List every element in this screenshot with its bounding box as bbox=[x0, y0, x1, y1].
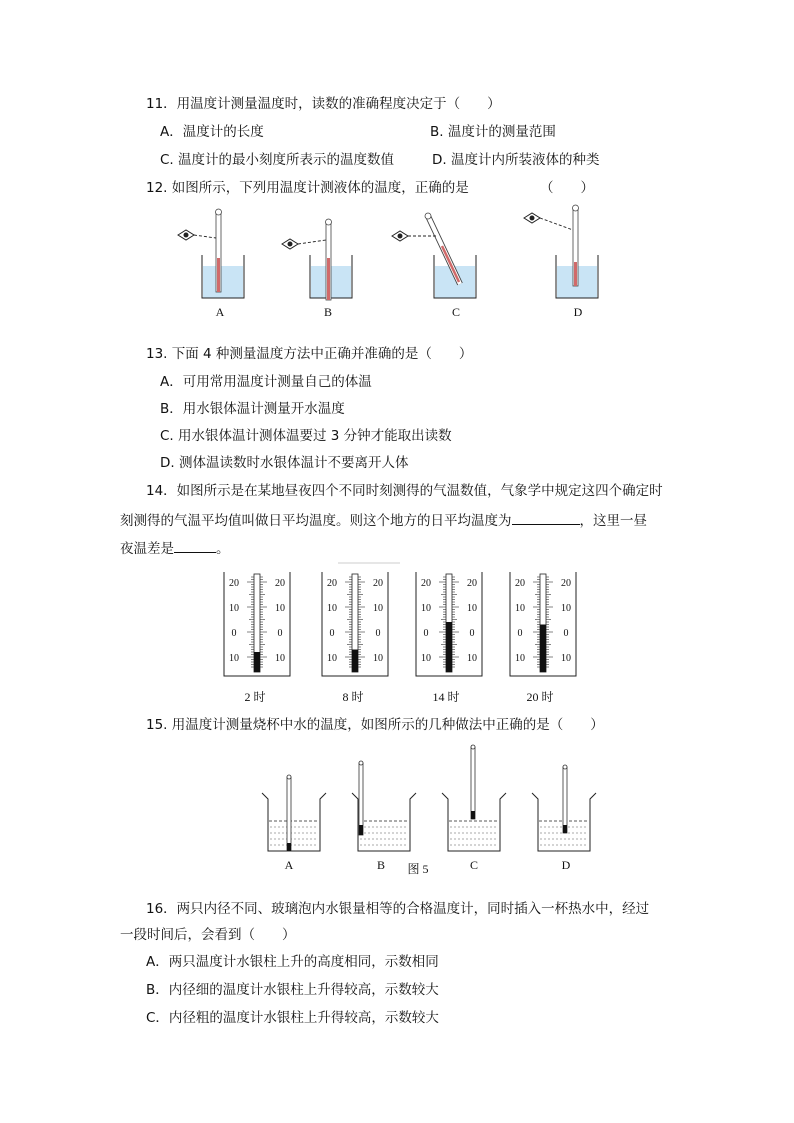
q14-time-14: 14 时 bbox=[432, 690, 460, 704]
q11-option-a: A．温度计的长度 bbox=[160, 124, 264, 140]
q11-option-c: C. 温度计的最小刻度所表示的温度数值 bbox=[160, 152, 395, 168]
q14-scale-label: 0 bbox=[277, 628, 283, 639]
q11-option-b: B. 温度计的测量范围 bbox=[430, 124, 556, 140]
q14-scale-label: 20 bbox=[275, 578, 285, 589]
q14-line3 bbox=[120, 538, 230, 558]
q14-line2-tail: ，这里一昼 bbox=[579, 513, 647, 529]
q14-liquid-column bbox=[540, 625, 546, 673]
q14-scale-label: 10 bbox=[515, 653, 525, 664]
q14-scale-label: 20 bbox=[229, 578, 239, 589]
q16-option-b: B．内径细的温度计水银柱上升得较高，示数较大 bbox=[146, 982, 439, 998]
q12-paren: （ ） bbox=[540, 180, 594, 196]
q14-scale-label: 10 bbox=[467, 603, 477, 614]
q14-scale-label: 10 bbox=[327, 603, 337, 614]
q14-scale-label: 10 bbox=[275, 603, 285, 614]
q13-stem: 13. 下面 4 种测量温度方法中正确并准确的是（ ） bbox=[146, 346, 473, 362]
q15-beaker-c bbox=[442, 745, 506, 851]
q14-time-20: 20 时 bbox=[526, 690, 554, 704]
q14-line3-tail: 。 bbox=[216, 541, 230, 557]
q14-scale-label: 10 bbox=[229, 653, 239, 664]
q14-scale-label: 10 bbox=[467, 653, 477, 664]
q12-stem: 12. 如图所示，下列用温度计测液体的温度，正确的是 bbox=[146, 180, 469, 196]
q16-option-c: C．内径粗的温度计水银柱上升得较高，示数较大 bbox=[146, 1010, 439, 1026]
q12-label-a: A bbox=[215, 305, 225, 319]
q15-figure bbox=[258, 745, 598, 855]
q13-option-a: A．可用常用温度计测量自己的体温 bbox=[160, 374, 372, 390]
q14-blank-average[interactable] bbox=[512, 510, 580, 525]
q14-scale-label: 20 bbox=[373, 578, 383, 589]
q14-liquid-column bbox=[352, 650, 358, 673]
q14-scale-label: 0 bbox=[469, 628, 475, 639]
q14-thermometer-group bbox=[224, 572, 576, 676]
q14-scale-label: 0 bbox=[375, 628, 381, 639]
q15-label-d: D bbox=[561, 858, 571, 872]
q11-stem: 11．用温度计测量温度时，读数的准确程度决定于（ ） bbox=[146, 96, 501, 112]
q14-thermometer-14 时 bbox=[416, 572, 482, 676]
q12-label-d: D bbox=[573, 305, 583, 319]
q14-scale-label: 10 bbox=[561, 653, 571, 664]
q12-beaker-b bbox=[282, 219, 352, 300]
q15-beaker-d bbox=[532, 765, 596, 851]
q14-scale-label: 10 bbox=[515, 603, 525, 614]
q15-label-c: C bbox=[469, 858, 478, 872]
q16-line1: 16．两只内径不同、玻璃泡内水银量相等的合格温度计，同时插入一杯热水中，经过 bbox=[146, 901, 650, 917]
q14-scale-label: 20 bbox=[561, 578, 571, 589]
q14-scale-label: 0 bbox=[329, 628, 335, 639]
q14-blank-range[interactable] bbox=[174, 538, 216, 553]
q14-line2-text: 刻测得的气温平均值叫做日平均温度。则这个地方的日平均温度为 bbox=[120, 513, 512, 529]
q14-scale-label: 10 bbox=[421, 653, 431, 664]
q14-scale-label: 20 bbox=[421, 578, 431, 589]
q12-beaker-d bbox=[524, 205, 598, 298]
q16-line2: 一段时间后，会看到（ ） bbox=[120, 927, 296, 943]
q15-figure-caption: 图 5 bbox=[407, 862, 429, 876]
q14-scale-label: 10 bbox=[229, 603, 239, 614]
q14-scale-label: 20 bbox=[515, 578, 525, 589]
q12-figure bbox=[170, 200, 610, 310]
q14-line1: 14．如图所示是在某地昼夜四个不同时刻测得的气温数值，气象学中规定这四个确定时 bbox=[146, 483, 663, 499]
q14-line3-text: 夜温差是 bbox=[120, 541, 174, 557]
q14-thermometer-8 时 bbox=[322, 572, 388, 676]
q14-liquid-column bbox=[254, 652, 260, 672]
q12-label-c: C bbox=[451, 305, 460, 319]
q15-beaker-a bbox=[262, 775, 326, 851]
q14-scale-label: 0 bbox=[423, 628, 429, 639]
q14-time-8: 8 时 bbox=[342, 690, 364, 704]
q14-scale-label: 10 bbox=[327, 653, 337, 664]
q14-thermometer-2 时 bbox=[224, 572, 290, 676]
q14-liquid-column bbox=[446, 622, 452, 672]
q14-scale-label: 0 bbox=[563, 628, 569, 639]
q13-option-d: D. 测体温读数时水银体温计不要离开人体 bbox=[160, 455, 409, 471]
q13-option-c: C. 用水银体温计测体温要过 3 分钟才能取出读数 bbox=[160, 428, 452, 444]
q12-beaker-a bbox=[178, 209, 244, 298]
q14-scale-label: 10 bbox=[275, 653, 285, 664]
q11-option-d: D. 温度计内所装液体的种类 bbox=[432, 152, 600, 168]
q14-scale-label: 10 bbox=[561, 603, 571, 614]
q12-beaker-c bbox=[392, 213, 476, 298]
q12-label-b: B bbox=[323, 305, 332, 319]
q14-scale-label: 10 bbox=[373, 653, 383, 664]
q14-scale-label: 20 bbox=[327, 578, 337, 589]
q13-option-b: B．用水银体温计测量开水温度 bbox=[160, 401, 345, 417]
q16-option-a: A．两只温度计水银柱上升的高度相同，示数相同 bbox=[146, 954, 439, 970]
q15-label-a: A bbox=[284, 858, 294, 872]
q14-scale-label: 20 bbox=[467, 578, 477, 589]
q15-label-b: B bbox=[376, 858, 385, 872]
q14-scale-label: 0 bbox=[517, 628, 523, 639]
q14-scale-label: 10 bbox=[421, 603, 431, 614]
q15-stem: 15. 用温度计测量烧杯中水的温度，如图所示的几种做法中正确的是（ ） bbox=[146, 717, 604, 733]
q14-scale-label: 0 bbox=[231, 628, 237, 639]
q14-line2 bbox=[120, 510, 647, 530]
q14-time-2: 2 时 bbox=[244, 690, 266, 704]
q14-thermometers bbox=[220, 560, 580, 685]
q14-scale-label: 10 bbox=[373, 603, 383, 614]
q14-thermometer-20 时 bbox=[510, 572, 576, 676]
q15-beaker-b bbox=[352, 761, 416, 851]
